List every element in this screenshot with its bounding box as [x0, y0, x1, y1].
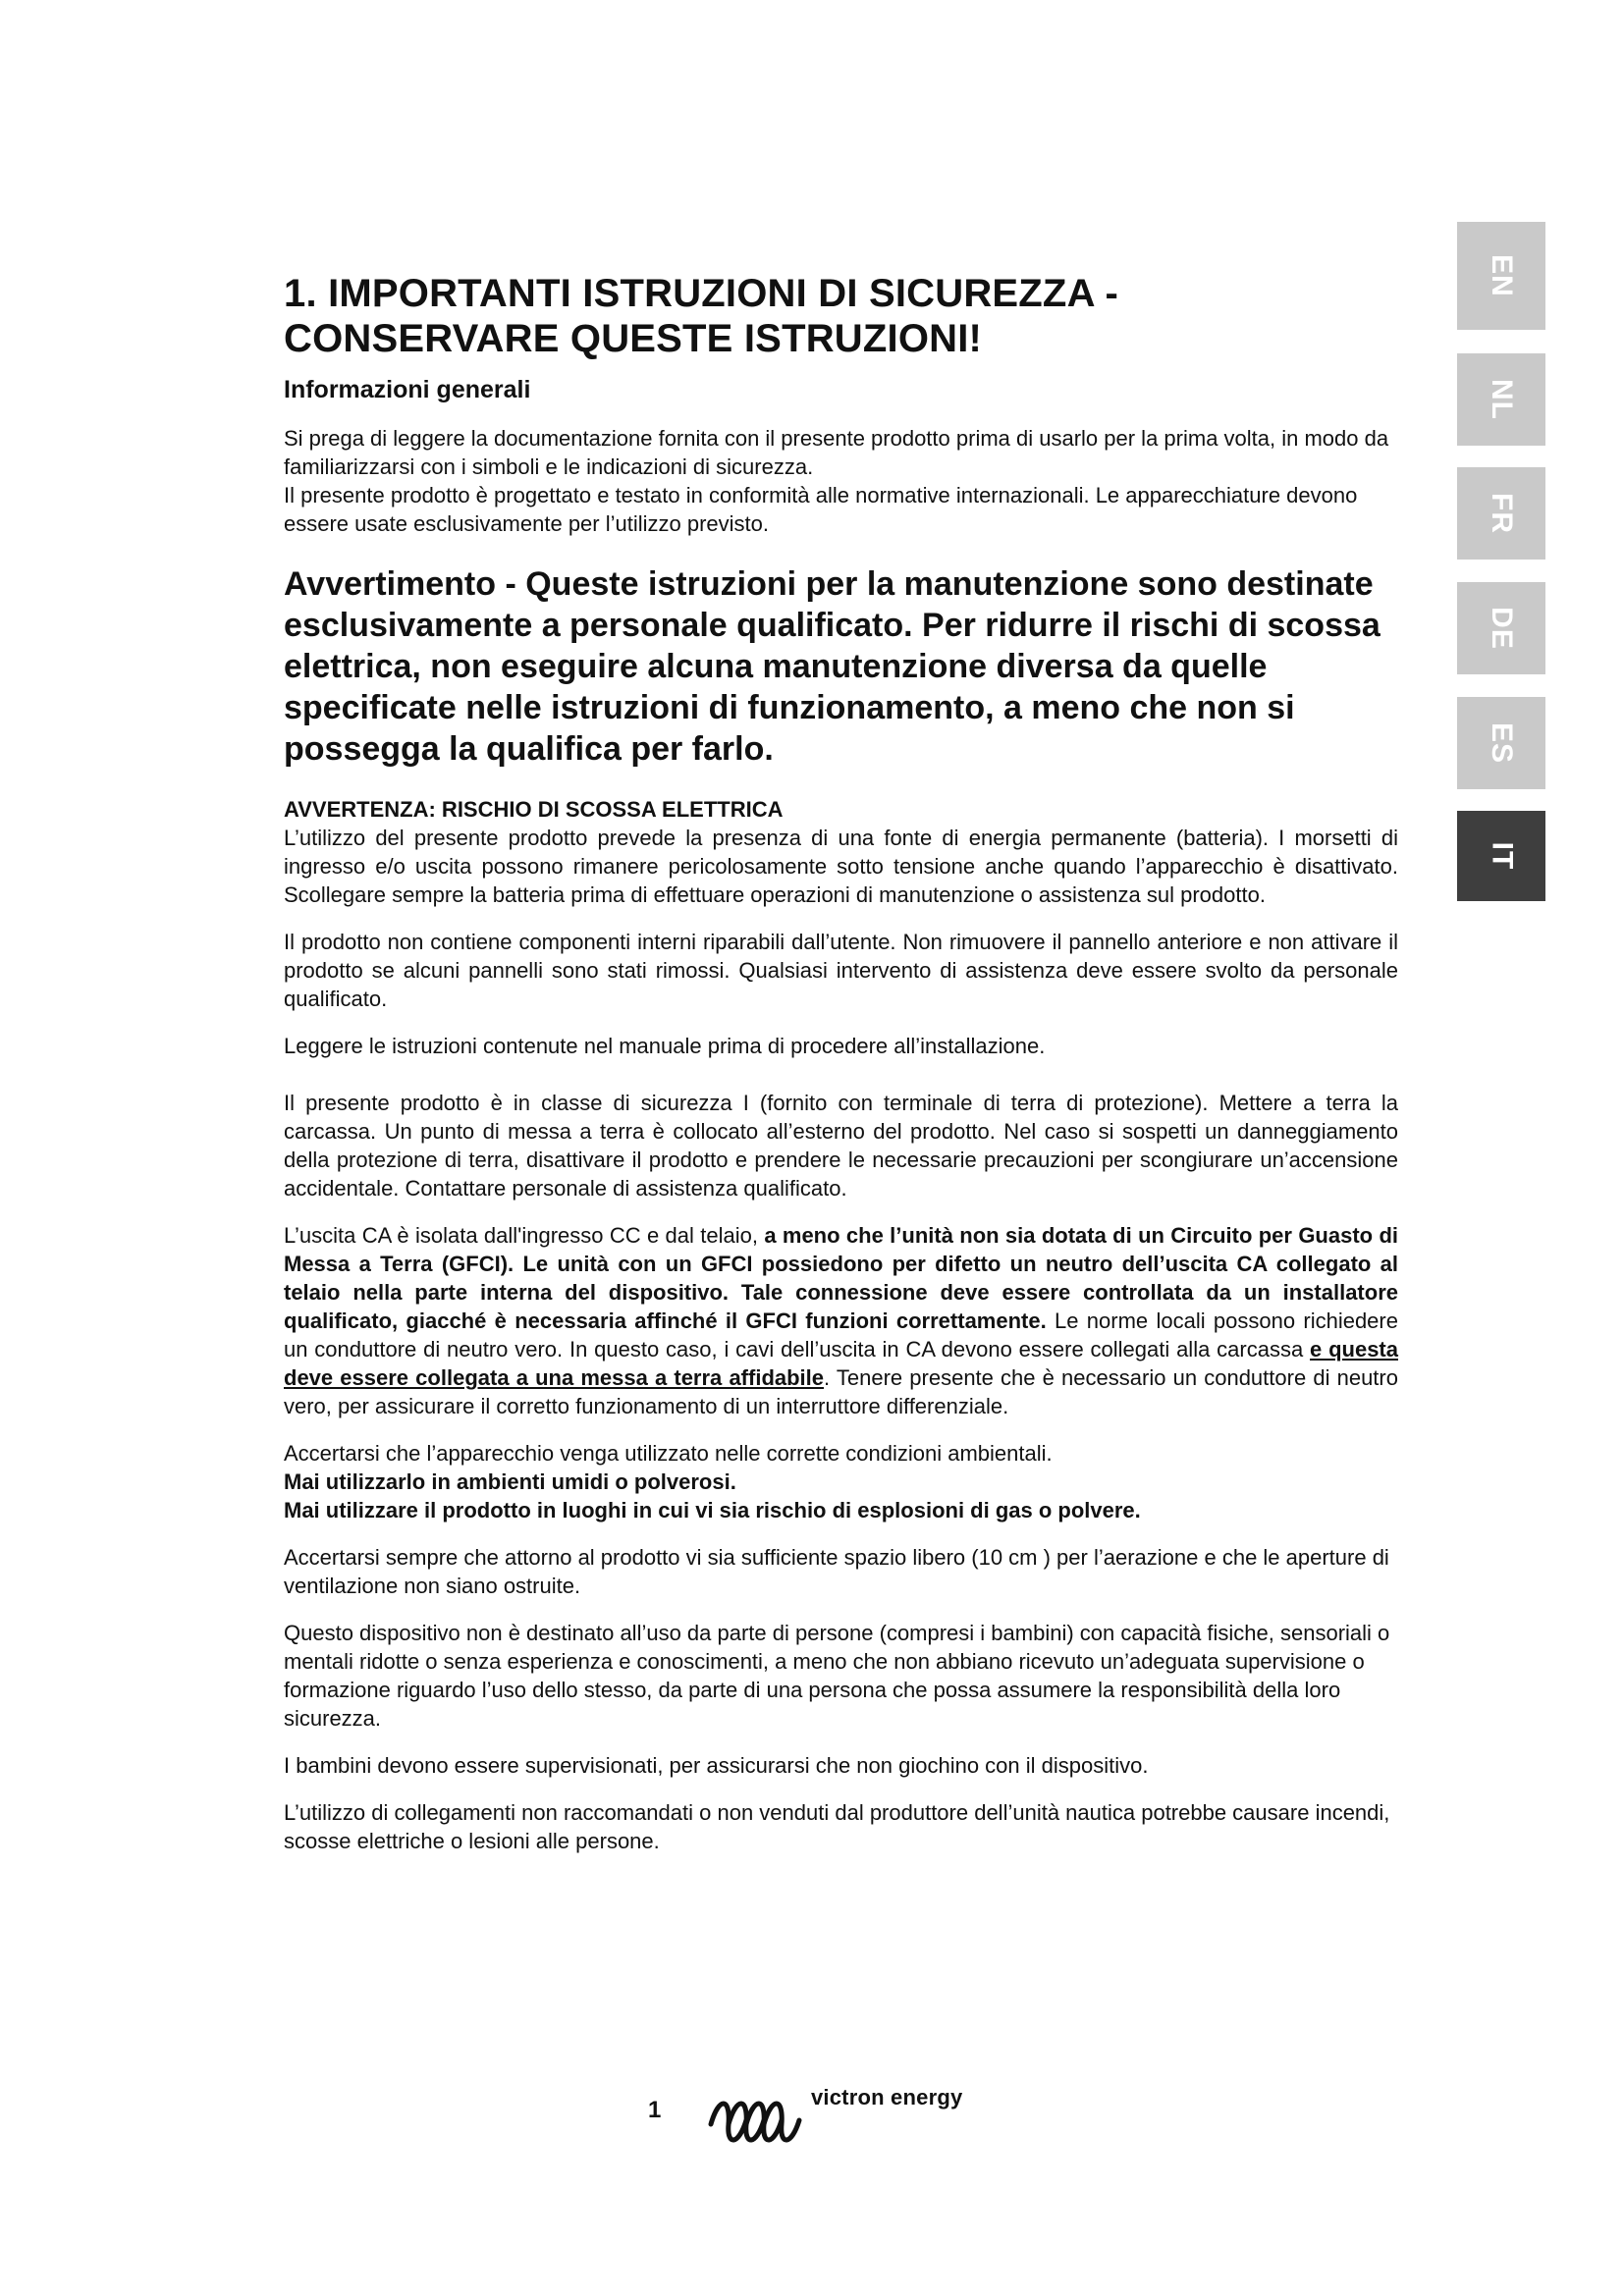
tab-en-label: EN — [1486, 254, 1518, 297]
tab-es[interactable] — [1457, 697, 1545, 789]
document-body — [284, 271, 1398, 1874]
victron-logo-icon — [701, 2085, 819, 2154]
electric-shock-section — [284, 795, 1398, 909]
tab-it[interactable] — [1457, 811, 1545, 901]
tab-it-label: IT — [1485, 841, 1518, 871]
persons-paragraph: Questo dispositivo non è destinato all’uso da parte di persone (compresi i bambini) con capacità fisiche, sensoriali o mentali ridotte o senza esperienza e conoscimenti, a meno che non abbiano ricevuto un’adeguata supervisione o formazione riguardo l’uso dello stesso, da parte di una persona che possa assumere la responsibilità della loro sicurezza. — [284, 1621, 1390, 1731]
environment-paragraph — [284, 1439, 1398, 1524]
ventilation-paragraph: Accertarsi sempre che attorno al prodotto vi sia sufficiente spazio libero (10 cm ) per l’aerazione e che le aperture di ventilazione non siano ostruite. — [284, 1545, 1389, 1598]
tab-de-label: DE — [1486, 607, 1518, 650]
general-info-text-2: Il presente prodotto è progettato e testato in conformità alle normative internazionali. Le apparecchiature devono essere usate esclusivamente per l’utilizzo previsto. — [284, 483, 1358, 536]
environment-warning-humid: Mai utilizzarlo in ambienti umidi o polverosi. — [284, 1469, 736, 1494]
ac-output-gfci-bold: a meno che l’unità non sia dotata di un Circuito per Guasto di Messa a Terra (GFCI). Le unità con un GFCI possiedono per difetto un neutro dell’uscita CA collegato al telaio nella parte interna del dispositivo. Tale connessione deve essere controllata da un installatore qualificato, giacché è necessaria affinché il GFCI funzioni correttamente. — [284, 1223, 1398, 1333]
tab-de[interactable] — [1457, 582, 1545, 674]
children-paragraph: I bambini devono essere supervisionati, per assicurarsi che non giochino con il dispositivo. — [284, 1753, 1149, 1778]
read-manual-paragraph: Leggere le istruzioni contenute nel manuale prima di procedere all’installazione. — [284, 1034, 1046, 1058]
electric-shock-heading: AVVERTENZA: RISCHIO DI SCOSSA ELETTRICA — [284, 797, 784, 822]
electric-shock-text: L’utilizzo del presente prodotto prevede la presenza di una fonte di energia permanente (batteria). I morsetti di ingresso e/o uscita possono rimanere pericolosamente sotto tensione anche quando l’apparecchio è disattivato. Scollegare sempre la batteria prima di effettuare operazioni di manutenzione o assistenza sul prodotto. — [284, 826, 1398, 907]
environment-text: Accertarsi che l’apparecchio venga utilizzato nelle corrette condizioni ambientali. — [284, 1441, 1053, 1466]
ac-output-text-3: . Tenere presente che è necessario un conduttore di neutro vero, per assicurare il corretto funzionamento di un interruttore differenziale. — [284, 1365, 1398, 1418]
page-footer — [648, 2079, 1001, 2158]
tab-nl-label: NL — [1486, 379, 1518, 420]
user-parts-paragraph: Il prodotto non contiene componenti interni riparabili dall’utente. Non rimuovere il pannello anteriore e non attivare il prodotto se alcuni pannelli sono stati rimossi. Qualsiasi intervento di assistenza deve essere svolto da personale qualificato. — [284, 930, 1398, 1011]
general-info-paragraph — [284, 424, 1398, 538]
general-info-text-1: Si prega di leggere la documentazione fornita con il presente prodotto prima di usarlo per la prima volta, in modo da familiarizzarsi con i simboli e le indicazioni di sicurezza. — [284, 426, 1389, 479]
ac-output-paragraph — [284, 1221, 1398, 1420]
ac-output-text-1: L’uscita CA è isolata dall'ingresso CC e dal telaio, — [284, 1223, 758, 1248]
connections-paragraph: L’utilizzo di collegamenti non raccomandati o non venduti dal produttore dell’unità nautica potrebbe causare incendi, scosse elettriche o lesioni alle persone. — [284, 1800, 1390, 1853]
general-info-heading: Informazioni generali — [284, 376, 531, 403]
tab-es-label: ES — [1486, 721, 1518, 765]
safety-class-paragraph: Il presente prodotto è in classe di sicurezza I (fornito con terminale di terra di protezione). Mettere a terra la carcassa. Un punto di messa a terra è collocato all’esterno del prodotto. Nel caso si sospetti un danneggiamento della protezione di terra, disattivare il prodotto e prendere le necessarie precauzioni per scongiurare un’accensione accidentale. Contattare personale di assistenza qualificato. — [284, 1091, 1398, 1201]
tab-en[interactable] — [1457, 222, 1545, 330]
tab-fr[interactable] — [1457, 467, 1545, 560]
brand-name: victron energy — [811, 2085, 963, 2109]
tab-nl[interactable] — [1457, 353, 1545, 446]
tab-fr-label: FR — [1486, 493, 1518, 534]
page-number: 1 — [648, 2097, 662, 2123]
title-line-2: CONSERVARE QUESTE ISTRUZIONI! — [284, 317, 983, 360]
ac-output-ground-underlined: e questa deve essere collegata a una messa a terra affidabile — [284, 1337, 1398, 1390]
page-title — [284, 271, 1398, 361]
service-warning: Avvertimento - Queste istruzioni per la manutenzione sono destinate esclusivamente a personale qualificato. Per ridurre il rischi di scossa elettrica, non eseguire alcuna manutenzione diversa da quelle specificate nelle istruzioni di funzionamento, a meno che non si possegga la qualifica per farlo. — [284, 565, 1380, 768]
ac-output-text-2: Le norme locali possono richiedere un conduttore di neutro vero. In questo caso, i cavi dell’uscita in CA devono essere collegati alla carcassa — [284, 1308, 1398, 1362]
title-line-1: 1. IMPORTANTI ISTRUZIONI DI SICUREZZA - — [284, 272, 1119, 315]
environment-warning-explosion: Mai utilizzare il prodotto in luoghi in cui vi sia rischio di esplosioni di gas o polvere. — [284, 1498, 1141, 1522]
